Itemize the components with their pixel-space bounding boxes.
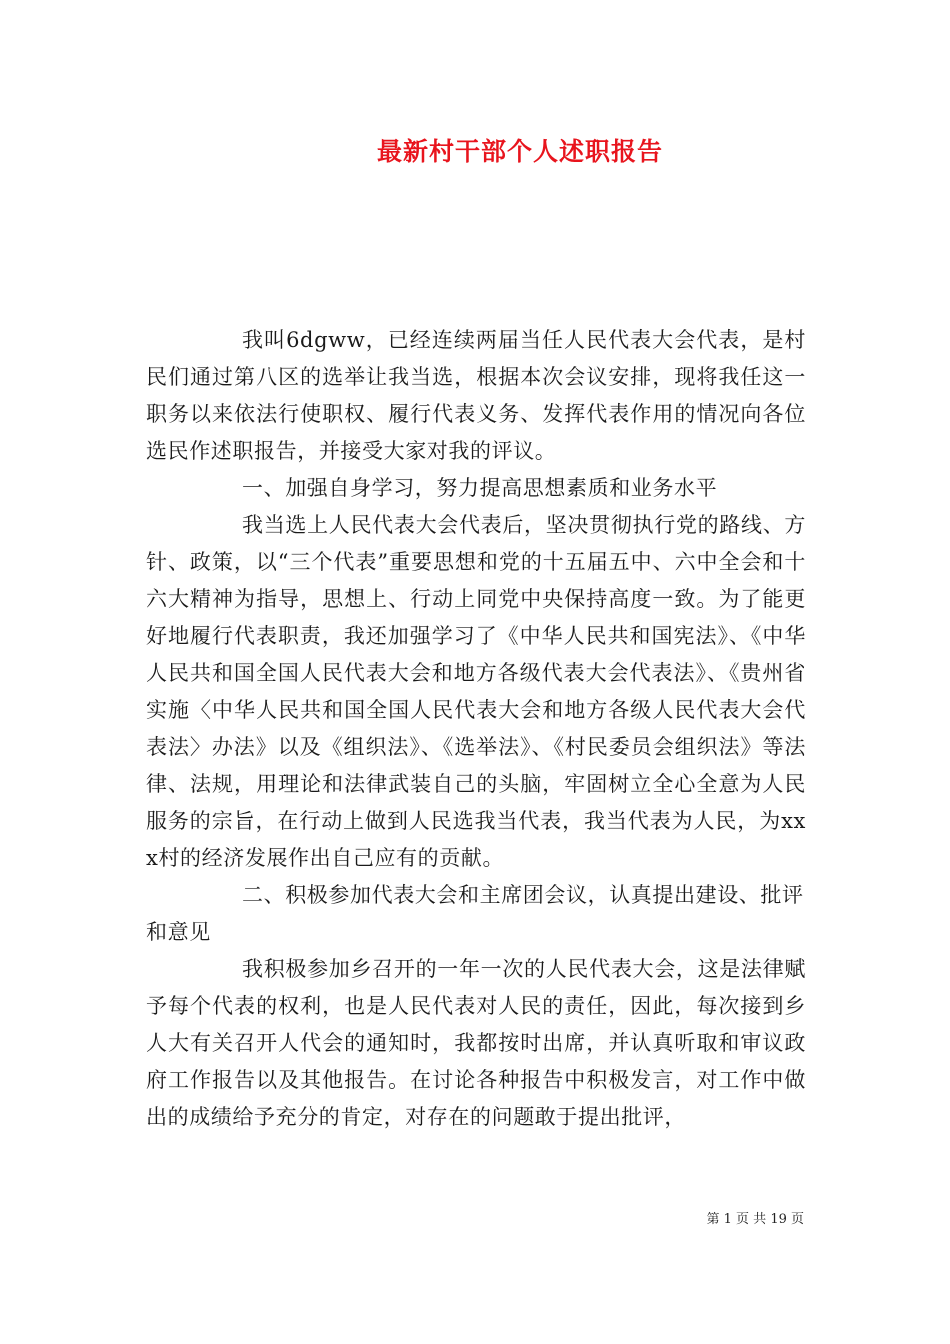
section-2-paragraph: 我积极参加乡召开的一年一次的人民代表大会，这是法律赋予每个代表的权利，也是人民代表对人民的责任，因此，每次接到乡人大有关召开人代会的通知时，我都按时出席，并认真听取和审议政府工作报告以及其他报告。在讨论各种报告中积极发言，对工作中做出的成绩给予充分的肯定，对存在的问题敢于提出批评， bbox=[146, 957, 806, 1129]
page-footer: 第 1 页 共 19 页 bbox=[706, 1212, 804, 1227]
section-heading-1: 一、加强自身学习，努力提高思想素质和业务水平 bbox=[242, 476, 718, 500]
section-heading-2: 二、积极参加代表大会和主席团会议，认真提出建设、批评和意见 bbox=[146, 883, 804, 944]
intro-paragraph: 我叫6dgww，已经连续两届当任人民代表大会代表，是村民们通过第八区的选举让我当选，根据本次会议安排，现将我任这一职务以来依法行使职权、履行代表义务、发挥代表作用的情况向各位选民作述职报告，并接受大家对我的评议。 bbox=[146, 328, 806, 463]
document-title: 最新村干部个人述职报告 bbox=[376, 137, 663, 166]
section-1-paragraph: 我当选上人民代表大会代表后，坚决贯彻执行党的路线、方针、政策，以“三个代表”重要思想和党的十五届五中、六中全会和十六大精神为指导，思想上、行动上同党中央保持高度一致。为了能更好地履行代表职责，我还加强学习了《中华人民共和国宪法》、《中华人民共和国全国人民代表大会和地方各级代表大会代表法》、《贵州省实施〈中华人民共和国全国人民代表大会和地方各级人民代表大会代表法〉办法》以及《组织法》、《选举法》、《村民委员会组织法》等法律、法规，用理论和法律武装自己的头脑，牢固树立全心全意为人民服务的宗旨，在行动上做到人民选我当代表，我当代表为人民，为xxx村的经济发展作出自己应有的贡献。 bbox=[146, 513, 806, 870]
document-body bbox=[146, 322, 806, 1136]
